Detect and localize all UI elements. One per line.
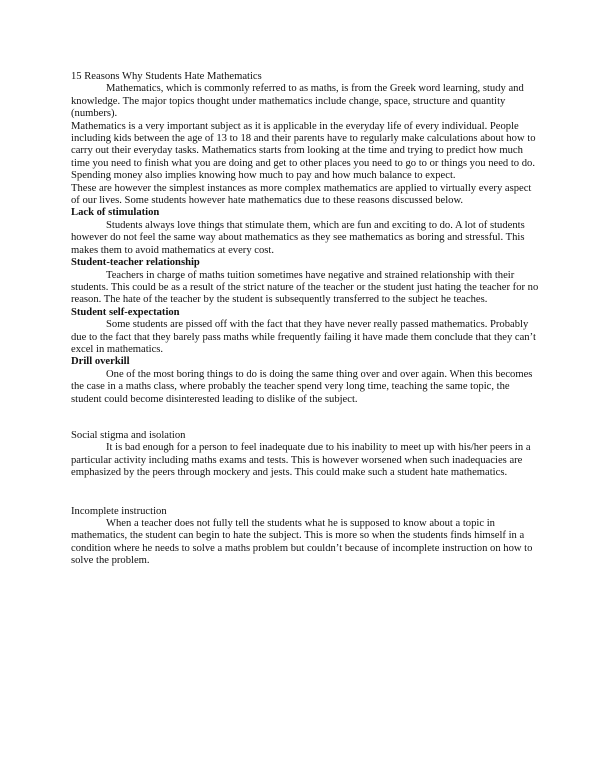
section-heading: Incomplete instruction (71, 505, 167, 517)
section-heading: Social stigma and isolation (71, 429, 186, 441)
section-heading: Student-teacher relationship (71, 257, 200, 269)
section-body: Teachers in charge of maths tuition sometimes have negative and strained relationship with their students. This could be as a result of the strict nature of the teacher or the student just hating the teacher for no reason. The hate of the teacher by the student is subsequently transferred to the subject he teaches. (71, 269, 539, 306)
intro-paragraph: Mathematics, which is commonly referred to as maths, is from the Greek word learning, study and knowledge. The major topics thought under mathematics include change, space, structure and quantity (numbers). (71, 83, 524, 120)
intro-paragraph: These are however the simplest instances as more complex mathematics are applied to virtually every aspect of our lives. Some students however hate mathematics due to these reasons discussed below. (71, 182, 532, 207)
intro-paragraph: Mathematics is a very important subject as it is applicable in the everyday life of every individual. People including kids between the age of 13 to 18 and their parents have to regularly make calculations about how to carry out their everyday tasks. Mathematics starts from looking at the time and trying to predict how much time you need to finish what you are doing and get to other places you need to go to or things you need to do. Spending money also implies knowing how much to pay and how much balance to expect. (71, 120, 536, 182)
section-body: It is bad enough for a person to feel inadequate due to his inability to meet up with his/her peers in a particular activity including maths exams and tests. This is however worsened when such inadequacies are emphasized by the peers through mockery and jests. This could make such a student hate mathematics. (71, 442, 531, 479)
section-heading: Drill overkill (71, 356, 130, 368)
spacer (71, 480, 541, 506)
section-heading: Lack of stimulation (71, 207, 160, 219)
document-page (71, 71, 541, 568)
section-body: When a teacher does not fully tell the students what he is supposed to know about a topic in mathematics, the student can begin to hate the subject. This is more so when the students finds himself in a condition where he needs to solve a maths problem but couldn’t because of incomplete instruction on how to solve the problem. (71, 518, 533, 567)
section-body: Students always love things that stimulate them, which are fun and exciting to do. A lot of students however do not feel the same way about mathematics as they see mathematics as boring and stressful. This makes them to avoid mathematics at every cost. (71, 219, 525, 256)
spacer (71, 406, 541, 430)
document-title: 15 Reasons Why Students Hate Mathematics (71, 71, 262, 82)
section-body: Some students are pissed off with the fact that they have never really passed mathematics. Probably due to the fact that they barely pass maths while frequently failing it have made them conclude that they can’t excel in mathematics. (71, 319, 536, 355)
section-heading: Student self-expectation (71, 306, 180, 318)
section-body: One of the most boring things to do is doing the same thing over and over again. When this becomes the case in a maths class, where probably the teacher spend very long time, teaching the same topic, the student could become disinterested leading to dislike of the subject. (71, 368, 533, 405)
